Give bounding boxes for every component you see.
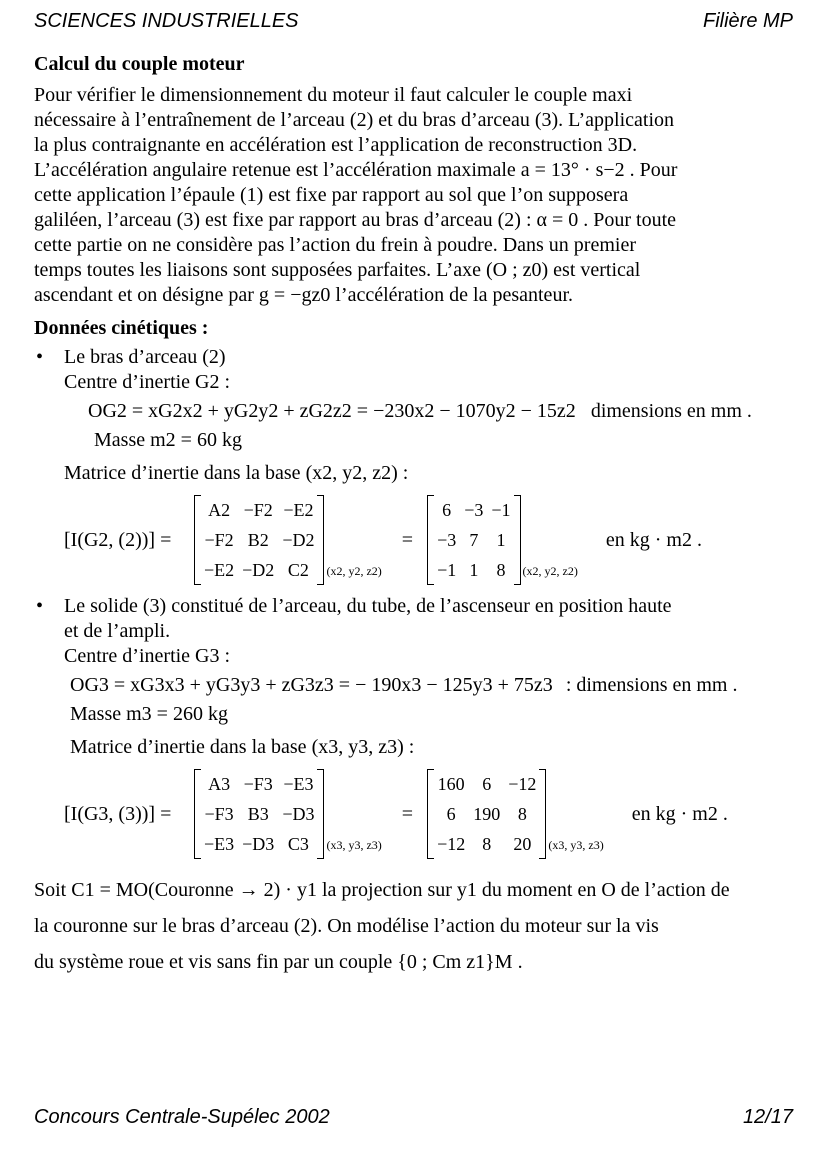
matrix-cell: −1 bbox=[437, 560, 457, 580]
matrix-cell: A2 bbox=[208, 500, 231, 520]
body2-og-equation-row bbox=[88, 399, 792, 424]
body3-mass: Masse m3 = 260 kg bbox=[70, 703, 228, 725]
matrix-cell: B2 bbox=[247, 530, 269, 550]
body2-og-equation: OG2 = xG2x2 + yG2y2 + zG2z2 = −230x2 − 1070y2 − 15z2 bbox=[88, 400, 576, 422]
body2-centre-label: Centre d’inertie G2 : bbox=[64, 371, 231, 393]
matrix-cell: 7 bbox=[469, 530, 479, 550]
body3-basis-symbolic: (x3, y3, z3) bbox=[326, 838, 382, 852]
matrix-cell: −D3 bbox=[282, 804, 315, 824]
matrix-cell: −E2 bbox=[283, 500, 314, 520]
body2-dimensions: dimensions en mm . bbox=[590, 400, 752, 422]
equals-sign: = bbox=[401, 528, 414, 551]
body3-centre-label: Centre d’inertie G3 : bbox=[64, 645, 231, 667]
matrix-cell: −F2 bbox=[243, 500, 273, 520]
body2-symbolic-matrix bbox=[194, 495, 324, 585]
para-line-9: ascendant et on désigne par g = −gz0 l’accélération de la pesanteur. bbox=[34, 284, 573, 306]
bullet-dot: • bbox=[36, 595, 44, 617]
bullet-dot: • bbox=[36, 346, 44, 368]
body2-basis-symbolic: (x2, y2, z2) bbox=[326, 564, 382, 578]
closing-paragraph bbox=[34, 872, 792, 980]
matrix-cell: −D3 bbox=[242, 834, 275, 854]
matrix-cell: 6 bbox=[446, 804, 456, 824]
matrix-cell: C3 bbox=[287, 834, 309, 854]
para-line-4: L’accélération angulaire retenue est l’accélération maximale a = 13° · s−2 . Pour bbox=[34, 159, 678, 181]
closing-line-2: la couronne sur le bras d’arceau (2). On modélise l’action du moteur sur la vis bbox=[34, 915, 659, 937]
matrix-cell: 8 bbox=[496, 560, 506, 580]
body2-basis-numeric: (x2, y2, z2) bbox=[522, 564, 578, 578]
body3-unit: en kg · m2 . bbox=[631, 802, 728, 825]
matrix-cell: −3 bbox=[437, 530, 457, 550]
matrix-cell: A3 bbox=[208, 774, 231, 794]
bullet-body-3 bbox=[34, 594, 792, 862]
footer-contest: Concours Centrale-Supélec 2002 bbox=[34, 1106, 330, 1128]
body2-inertia-row bbox=[64, 492, 792, 588]
matrix-cell: 6 bbox=[482, 774, 492, 794]
page-header bbox=[34, 10, 793, 36]
closing-line-3: du système roue et vis sans fin par un couple {0 ; Cm z1}M . bbox=[34, 951, 523, 973]
matrix-cell: −D2 bbox=[242, 560, 275, 580]
matrix-cell: −12 bbox=[508, 774, 537, 794]
body2-name: Le bras d’arceau (2) bbox=[64, 346, 226, 368]
equals-sign: = bbox=[401, 802, 414, 825]
matrix-cell: 8 bbox=[517, 804, 527, 824]
body3-symbolic-matrix bbox=[194, 769, 324, 859]
para-line-7: cette partie on ne considère pas l’action du frein à poudre. Dans un premier bbox=[34, 234, 636, 256]
para-line-8: temps toutes les liaisons sont supposées parfaites. L’axe (O ; z0) est vertical bbox=[34, 259, 641, 281]
matrix-cell: −D2 bbox=[282, 530, 315, 550]
para-line-2: nécessaire à l’entraînement de l’arceau (2) et du bras d’arceau (3). L’application bbox=[34, 109, 675, 131]
header-subject: SCIENCES INDUSTRIELLES bbox=[34, 10, 299, 32]
page-number: 12/17 bbox=[742, 1106, 793, 1128]
header-track: Filière MP bbox=[702, 10, 793, 32]
matrix-cell: 1 bbox=[496, 530, 506, 550]
kinetic-title: Données cinétiques : bbox=[34, 317, 209, 339]
matrix-cell: −E3 bbox=[204, 834, 235, 854]
body3-og-equation: OG3 = xG3x3 + yG3y3 + zG3z3 = − 190x3 − 125y3 + 75z3 bbox=[70, 674, 553, 696]
page-content bbox=[34, 52, 792, 980]
body3-numeric-matrix bbox=[427, 769, 546, 859]
para-line-5: cette application l’épaule (1) est fixe par rapport au sol que l’on supposera bbox=[34, 184, 629, 206]
matrix-cell: 160 bbox=[437, 774, 465, 794]
matrix-cell: 1 bbox=[469, 560, 479, 580]
body2-unit: en kg · m2 . bbox=[605, 528, 702, 551]
para-line-3: la plus contraignante en accélération est l’application de reconstruction 3D. bbox=[34, 134, 638, 156]
body3-matrix-label: Matrice d’inertie dans la base (x3, y3, z3) : bbox=[70, 736, 415, 758]
body3-inertia-label: [I(G3, (3))] = bbox=[64, 802, 172, 825]
para-line-1: Pour vérifier le dimensionnement du moteur il faut calculer le couple maxi bbox=[34, 84, 633, 106]
section-title: Calcul du couple moteur bbox=[34, 53, 245, 75]
para-line-6: galiléen, l’arceau (3) est fixe par rapport au bras d’arceau (2) : α = 0 . Pour toute bbox=[34, 209, 677, 231]
body2-numeric-matrix bbox=[427, 495, 520, 585]
body2-matrix-label: Matrice d’inertie dans la base (x2, y2, z2) : bbox=[64, 462, 409, 484]
body3-inertia-row bbox=[64, 766, 792, 862]
matrix-cell: −E3 bbox=[283, 774, 314, 794]
page-footer bbox=[34, 1106, 793, 1132]
matrix-cell: C2 bbox=[287, 560, 309, 580]
matrix-cell: −F3 bbox=[204, 804, 234, 824]
body3-dimensions: : dimensions en mm . bbox=[565, 674, 738, 696]
body3-basis-numeric: (x3, y3, z3) bbox=[548, 838, 604, 852]
matrix-cell: B3 bbox=[247, 804, 269, 824]
body3-name-line1: Le solide (3) constitué de l’arceau, du tube, de l’ascenseur en position haute bbox=[64, 595, 672, 617]
body2-inertia-label: [I(G2, (2))] = bbox=[64, 528, 172, 551]
body3-og-equation-row bbox=[70, 673, 792, 698]
matrix-cell: −F3 bbox=[243, 774, 273, 794]
matrix-cell: 6 bbox=[442, 500, 452, 520]
closing-line-1: Soit C1 = MO(Couronne → 2) · y1 la projection sur y1 du moment en O de l’action de bbox=[34, 879, 730, 901]
matrix-cell: −F2 bbox=[204, 530, 234, 550]
matrix-cell: −3 bbox=[464, 500, 484, 520]
matrix-cell: −E2 bbox=[204, 560, 235, 580]
body2-mass: Masse m2 = 60 kg bbox=[94, 429, 242, 451]
matrix-cell: 20 bbox=[513, 834, 532, 854]
intro-paragraph bbox=[34, 83, 792, 308]
matrix-cell: 190 bbox=[473, 804, 501, 824]
bullet-body-2 bbox=[34, 345, 792, 588]
matrix-cell: −1 bbox=[491, 500, 511, 520]
body3-name-line2: et de l’ampli. bbox=[64, 620, 171, 642]
matrix-cell: −12 bbox=[437, 834, 466, 854]
matrix-cell: 8 bbox=[482, 834, 492, 854]
